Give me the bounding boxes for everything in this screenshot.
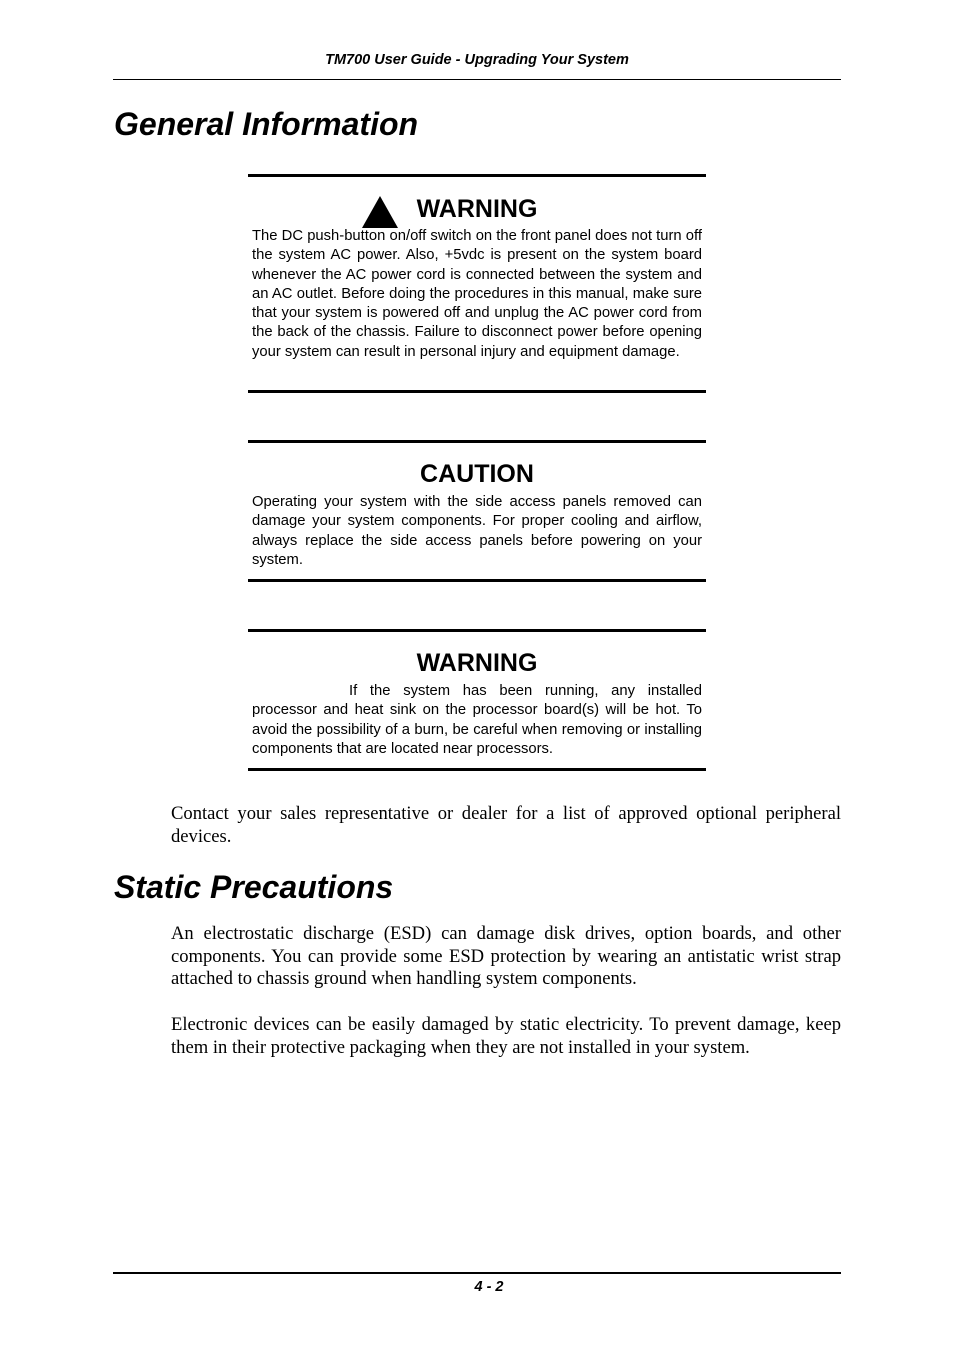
warning-notice-power (248, 174, 706, 393)
esd-paragraph: An electrostatic discharge (ESD) can damage disk drives, option boards, and other components. You can provide some ESD protection by wearing an antistatic wrist strap attached to chassis ground when handling system components. (171, 923, 841, 989)
warning-title: WARNING (416, 195, 538, 223)
caution-notice-panels (248, 440, 706, 582)
footer-divider (113, 1272, 841, 1274)
warning-text: If the system has been running, any installed processor and heat sink on the processor board(s) will be hot. To avoid the possibility of a burn, be careful when removing or installing components that are located near processors. (252, 683, 702, 757)
general-information-heading: General Information (114, 106, 419, 142)
warning-text: The DC push-button on/off switch on the front panel does not turn off the system AC power. Also, +5vdc is present on the system board whenever the AC power cord is connected between the system and an AC outlet. Before doing the procedures in this manual, make sure that your system is powered off and unplug the AC power cord from the back of the chassis. Failure to disconnect power before opening your system can result in personal injury and equipment damage. (252, 228, 702, 360)
warning-notice-heat (248, 629, 706, 771)
packaging-paragraph: Electronic devices can be easily damaged by static electricity. To prevent damage, keep them in their protective packaging when they are not installed in your system. (171, 1014, 841, 1058)
running-header: TM700 User Guide - Upgrading Your System (325, 52, 629, 68)
warning-title: WARNING (416, 649, 538, 677)
caution-title: CAUTION (420, 460, 534, 488)
static-precautions-heading: Static Precautions (114, 869, 394, 905)
caution-text: Operating your system with the side access panels removed can damage your system components. For proper cooling and airflow, always replace the side access panels before powering on your system. (252, 494, 702, 568)
header-divider (113, 79, 841, 80)
peripherals-paragraph: Contact your sales representative or dealer for a list of approved optional peripheral devices. (171, 803, 841, 847)
page-number: 4 - 2 (474, 1279, 504, 1295)
